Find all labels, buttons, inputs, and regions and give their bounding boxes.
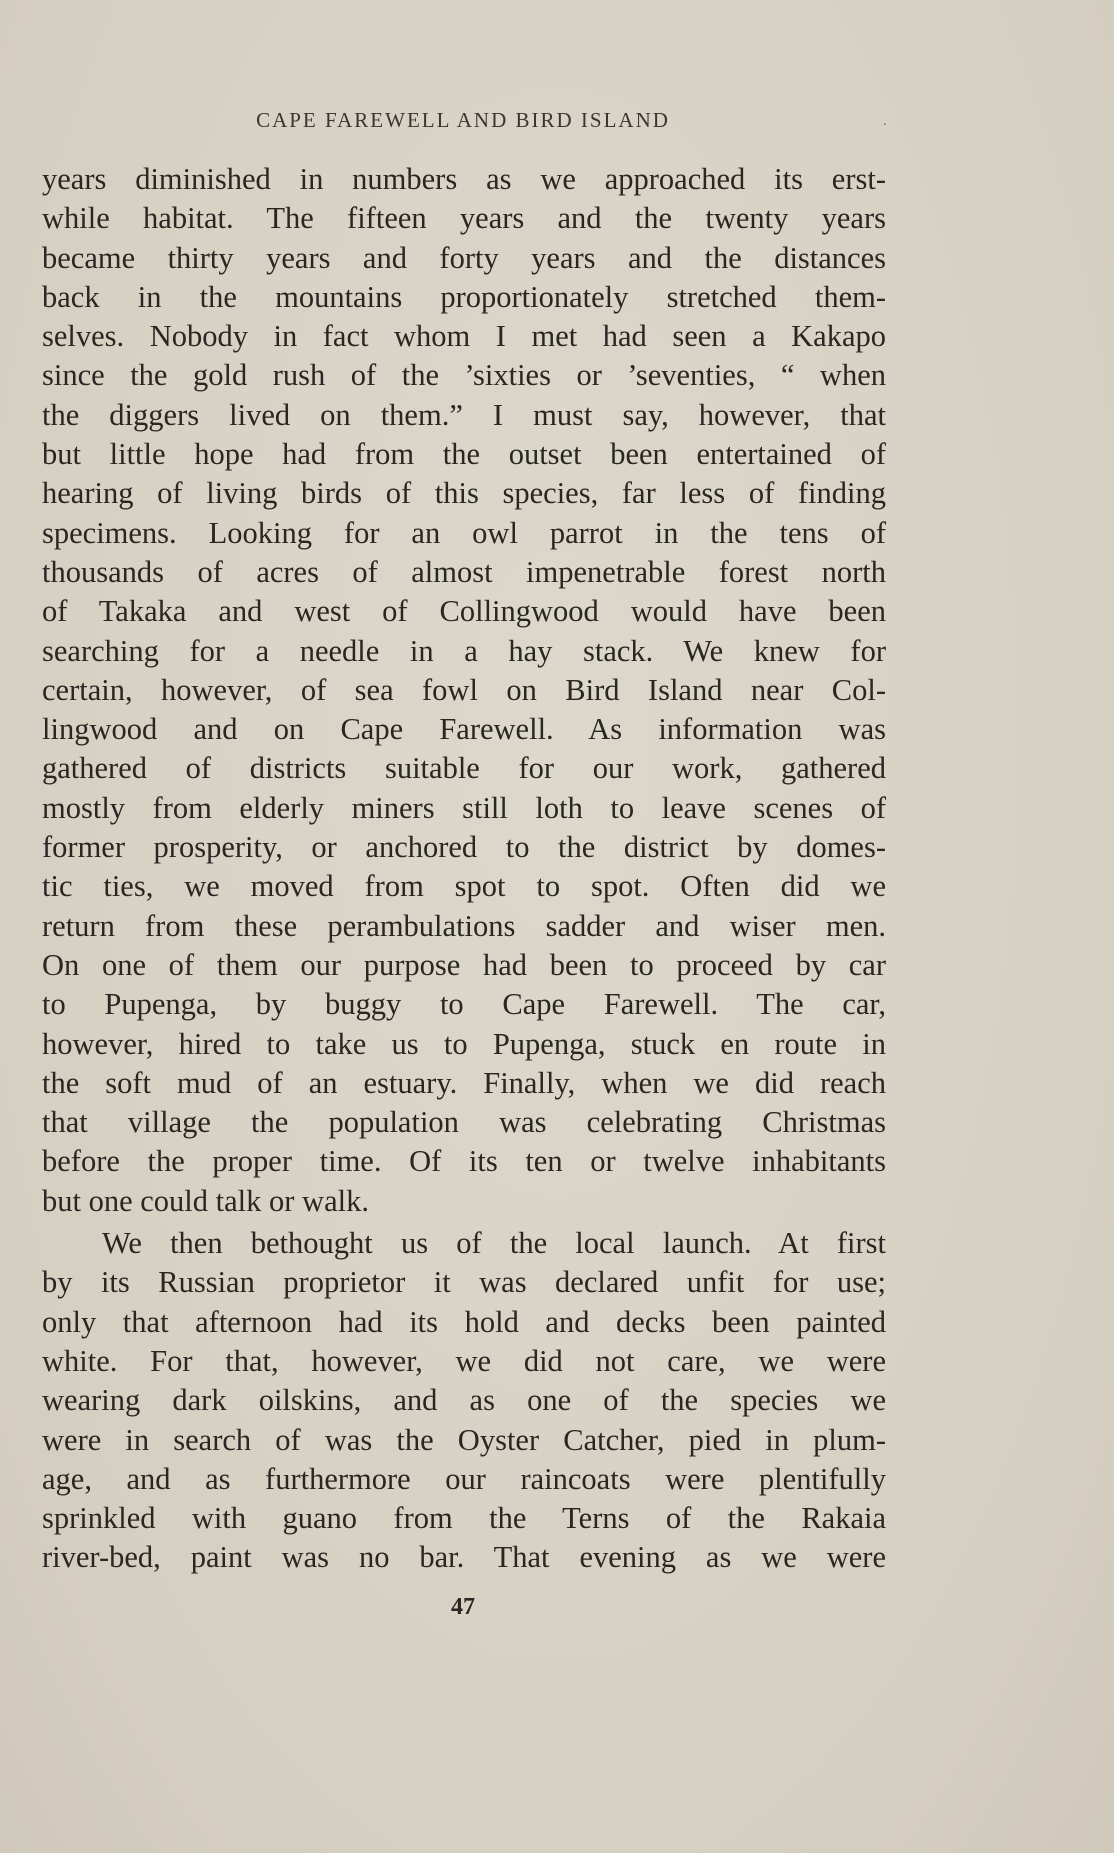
text-line: wearing dark oilskins, and as one of the species we (42, 1383, 886, 1418)
text-line: specimens. Looking for an owl parrot in the tens of (42, 515, 886, 550)
page-number: 47 (451, 1594, 475, 1620)
text-line: mostly from elderly miners still loth to leave scenes of (42, 790, 886, 825)
body-text (42, 160, 886, 1578)
text-line: selves. Nobody in fact whom I met had seen a Kakapo (42, 319, 886, 354)
running-head-text: CAPE FAREWELL AND BIRD ISLAND (256, 108, 670, 132)
text-line: river-bed, paint was no bar. That evening as we were (42, 1540, 886, 1575)
text-line: On one of them our purpose had been to proceed by car (42, 947, 886, 982)
text-line: however, hired to take us to Pupenga, stuck en route in (42, 1026, 886, 1061)
text-line: white. For that, however, we did not care, we were (42, 1343, 886, 1378)
text-line: before the proper time. Of its ten or twelve inhabitants (42, 1144, 886, 1179)
text-line: age, and as furthermore our raincoats were plentifully (42, 1461, 886, 1496)
text-line: that village the population was celebrating Christmas (42, 1105, 886, 1140)
text-line: thousands of acres of almost impenetrable forest north (42, 554, 886, 589)
text-line: since the gold rush of the ’sixties or ’seventies, “ when (42, 358, 886, 393)
text-line: the diggers lived on them.” I must say, however, that (42, 397, 886, 432)
text-line: gathered of districts suitable for our work, gathered (42, 751, 886, 786)
text-line: to Pupenga, by buggy to Cape Farewell. The car, (42, 987, 886, 1022)
text-line: sprinkled with guano from the Terns of the Rakaia (42, 1501, 886, 1536)
text-line: tic ties, we moved from spot to spot. Often did we (42, 869, 886, 904)
running-head (0, 108, 926, 133)
text-line: but little hope had from the outset been entertained of (42, 437, 886, 472)
text-line: the soft mud of an estuary. Finally, when we did reach (42, 1065, 886, 1100)
text-line: certain, however, of sea fowl on Bird Island near Col- (42, 672, 886, 707)
paragraph (42, 1224, 886, 1578)
text-line: We then bethought us of the local launch. At first (102, 1226, 886, 1261)
text-line: but one could talk or walk. (42, 1183, 369, 1218)
text-line: of Takaka and west of Collingwood would have been (42, 594, 886, 629)
text-line: former prosperity, or anchored to the district by domes- (42, 830, 886, 865)
text-line: became thirty years and forty years and the distances (42, 240, 886, 275)
text-line: while habitat. The fifteen years and the twenty years (42, 201, 886, 236)
text-line: back in the mountains proportionately stretched them- (42, 279, 886, 314)
text-line: only that afternoon had its hold and decks been painted (42, 1304, 886, 1339)
text-line: years diminished in numbers as we approached its erst- (42, 162, 886, 196)
text-line: return from these perambulations sadder and wiser men. (42, 908, 886, 943)
stray-mark: . (883, 114, 889, 129)
paragraph (42, 160, 886, 1221)
text-line: were in search of was the Oyster Catcher, pied in plum- (42, 1422, 886, 1457)
text-line: hearing of living birds of this species, far less of finding (42, 476, 886, 511)
text-line: by its Russian proprietor it was declared unfit for use; (42, 1265, 886, 1300)
text-line: searching for a needle in a hay stack. We knew for (42, 633, 886, 668)
text-line: lingwood and on Cape Farewell. As information was (42, 712, 886, 747)
